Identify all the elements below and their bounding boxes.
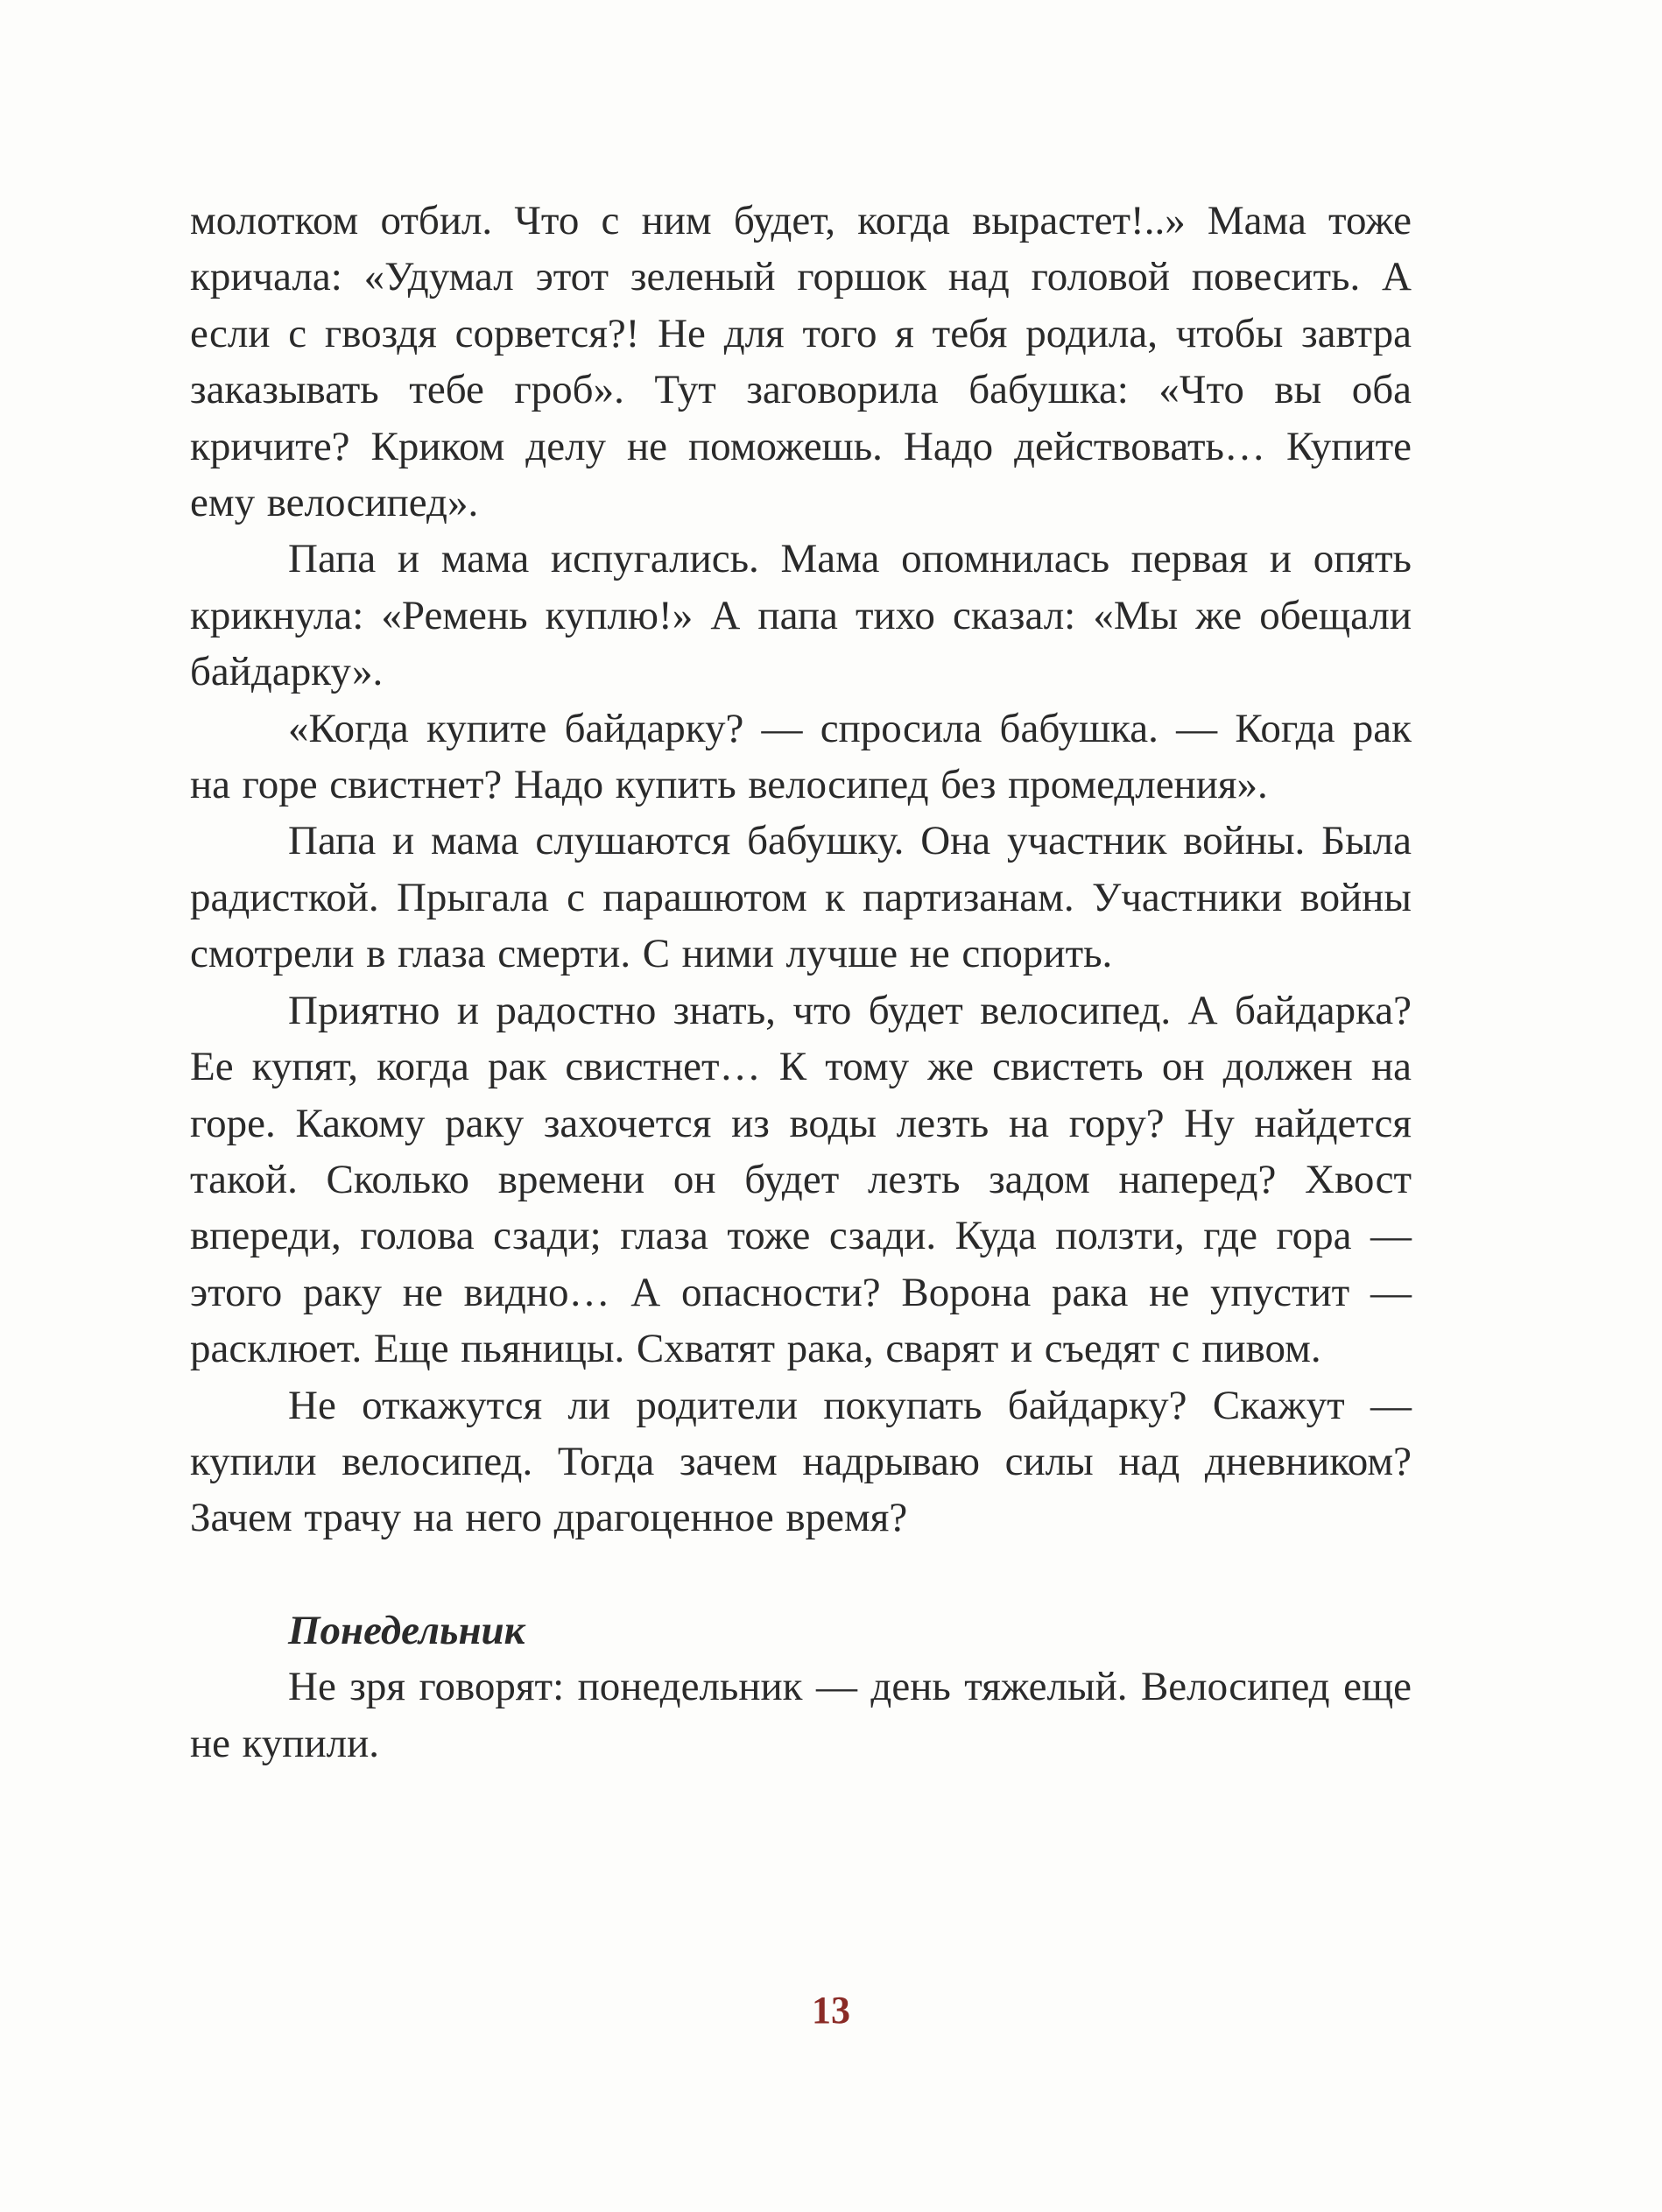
paragraph: Папа и мама испугались. Мама опомнилась первая и опять крикнула: «Ремень куплю!» А папа тихо сказал: «Мы же обещали байдарку». <box>190 536 1412 695</box>
paragraph-continuation: молотком отбил. Что с ним будет, когда вырастет!..» Мама тоже кричала: «Удумал этот зеленый горшок над головой повесить. А если с гвоздя сорвется?! Не для того я тебя родила, чтобы завтра заказывать тебе гроб». Тут заговорила бабушка: «Что вы оба кричите? Криком делу не поможешь. Надо действовать… Купите ему велосипед». <box>190 198 1412 526</box>
paragraph: «Когда купите байдарку? — спросила бабушка. — Когда рак на горе свистнет? Надо купить велосипед без промедления». <box>190 705 1412 808</box>
section-text <box>190 1659 1412 1772</box>
section-heading-monday: Понедельник <box>288 1607 525 1653</box>
main-text <box>190 193 1412 1546</box>
book-page <box>190 193 1412 1772</box>
paragraph: Приятно и радостно знать, что будет велосипед. А байдарка? Ее купят, когда рак свистнет… К тому же свистеть он должен на горе. Какому раку захочется из воды лезть на гору? Ну найдется такой. Сколько времени он будет лезть задом наперед? Хвост впереди, голова сзади; глаза тоже сзади. Куда ползти, где гора — этого раку не видно… А опасности? Ворона рака не упустит — расклюет. Еще пьяницы. Схватят рака, сварят и съедят с пивом. <box>190 987 1412 1372</box>
paragraph: Папа и мама слушаются бабушку. Она участник войны. Была радисткой. Прыгала с парашютом к партизанам. Участники войны смотрели в глаза смерти. С ними лучше не спорить. <box>190 818 1412 977</box>
page-number: 13 <box>812 1989 850 2032</box>
paragraph: Не зря говорят: понедельник — день тяжелый. Велосипед еще не купили. <box>190 1664 1412 1766</box>
paragraph: Не откажутся ли родители покупать байдарку? Скажут — купили велосипед. Тогда зачем надрываю силы над дневником? Зачем трачу на него драгоценное время? <box>190 1382 1412 1541</box>
